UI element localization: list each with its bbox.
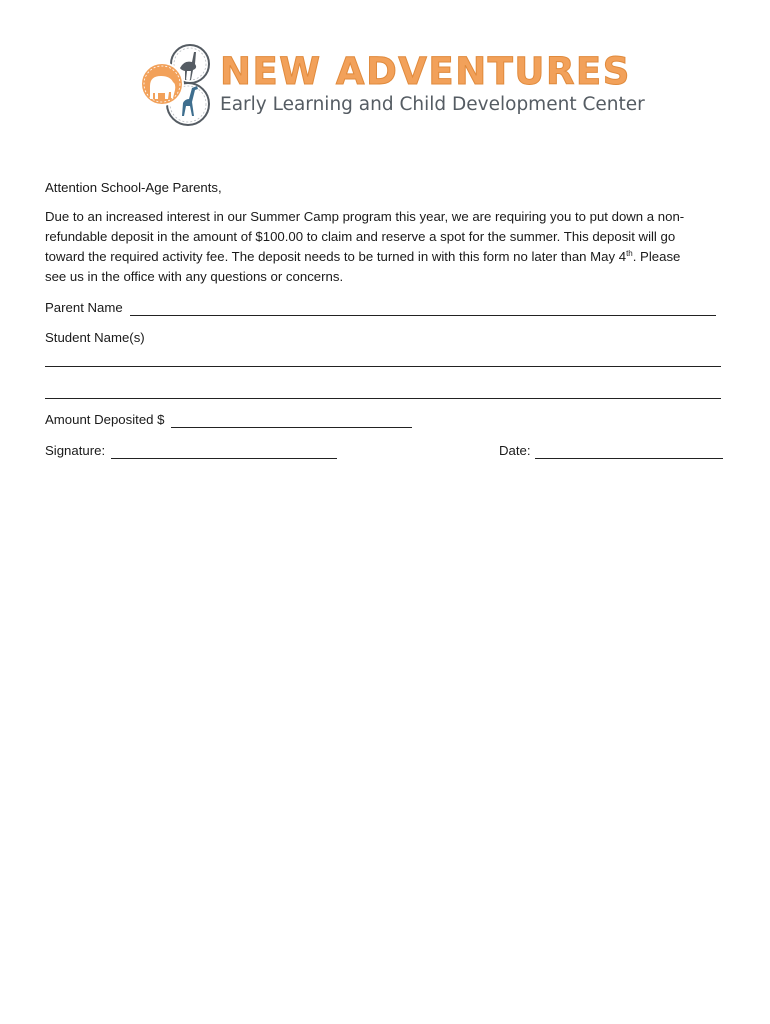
signature-field[interactable] (111, 458, 337, 459)
paragraph-line: see us in the office with any questions or concerns. (45, 269, 344, 284)
logo (140, 44, 645, 128)
date-row (499, 443, 729, 463)
parent-name-label: Parent Name (45, 300, 123, 315)
parent-name-field[interactable] (130, 315, 716, 316)
date-suffix: th (626, 249, 633, 258)
signature-row (45, 443, 345, 463)
signature-label: Signature: (45, 443, 106, 458)
logo-subtitle: Early Learning and Child Development Center (220, 94, 645, 115)
student-names-row (45, 330, 725, 350)
paragraph-line: toward the required activity fee. The deposit needs to be turned in with this form no later than May 4th. Please (45, 249, 681, 264)
amount-row (45, 412, 445, 432)
student-names-field-2[interactable] (45, 398, 721, 399)
student-names-field-1[interactable] (45, 366, 721, 367)
date-label: Date: (499, 443, 531, 458)
parent-name-row (45, 300, 725, 320)
greeting: Attention School-Age Parents, (45, 180, 222, 195)
student-names-label: Student Name(s) (45, 330, 145, 345)
logo-title: NEW ADVENTURES (220, 50, 631, 93)
logo-mark-icon (140, 44, 216, 128)
amount-label: Amount Deposited $ (45, 412, 165, 427)
date-field[interactable] (535, 458, 723, 459)
paragraph-line: Due to an increased interest in our Summer Camp program this year, we are requiring you to put down a non- (45, 209, 685, 224)
paragraph-line: refundable deposit in the amount of $100.00 to claim and reserve a spot for the summer. This deposit will go (45, 229, 676, 244)
amount-field[interactable] (171, 427, 412, 428)
letter-paragraph (45, 207, 735, 287)
elephant-icon (141, 63, 183, 105)
